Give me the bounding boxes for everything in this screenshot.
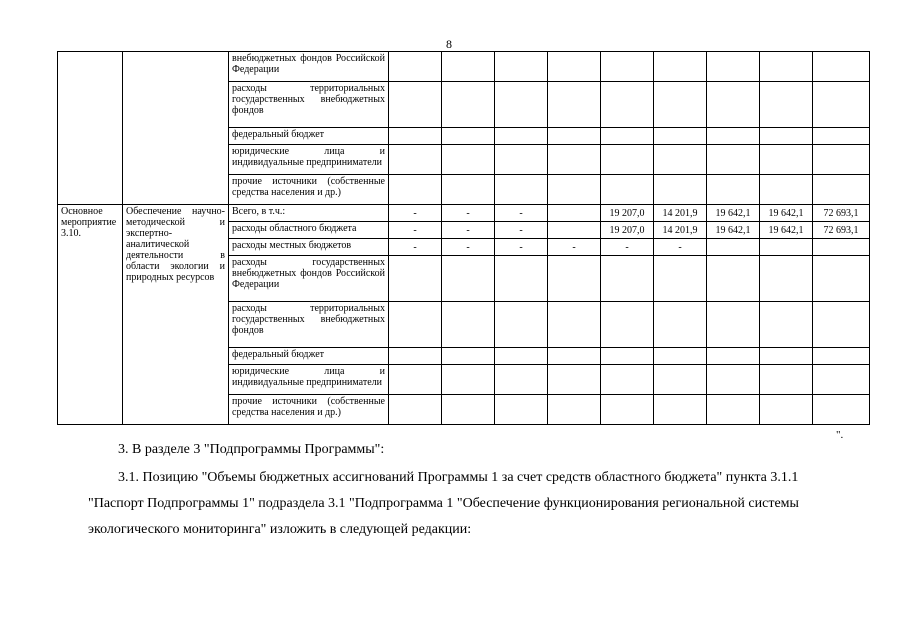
funding-source-cell: расходы местных бюджетов xyxy=(229,239,389,256)
value-cell: - xyxy=(654,239,707,256)
value-cell xyxy=(442,175,495,205)
value-cell xyxy=(442,302,495,348)
value-cell xyxy=(654,52,707,82)
value-cell xyxy=(495,128,548,145)
value-cell xyxy=(601,256,654,302)
page-number: 8 xyxy=(446,37,452,51)
paragraph-3-1-line-3: экологического мониторинга" изложить в следующей редакции: xyxy=(88,522,472,537)
value-cell xyxy=(442,395,495,425)
value-cell xyxy=(813,395,870,425)
value-cell: - xyxy=(601,239,654,256)
value-cell xyxy=(707,145,760,175)
value-cell xyxy=(813,128,870,145)
value-cell xyxy=(548,256,601,302)
prev-event-label-cell xyxy=(58,52,123,205)
value-cell xyxy=(707,395,760,425)
value-cell xyxy=(548,145,601,175)
value-cell xyxy=(495,256,548,302)
value-cell xyxy=(442,256,495,302)
value-cell: - xyxy=(442,222,495,239)
value-cell xyxy=(495,145,548,175)
funding-source-cell: расходы территориальных государственных внебюджетных фондов xyxy=(229,302,389,348)
paragraph-3-1-line-2: "Паспорт Подпрограммы 1" подраздела 3.1 "Подпрограмма 1 "Обеспечение функционирования региональной системы xyxy=(88,496,799,511)
value-cell xyxy=(707,365,760,395)
value-cell xyxy=(654,256,707,302)
value-cell xyxy=(548,52,601,82)
value-cell xyxy=(601,348,654,365)
value-cell xyxy=(760,175,813,205)
value-cell: 19 642,1 xyxy=(760,222,813,239)
table-row xyxy=(58,205,870,222)
value-cell xyxy=(813,145,870,175)
funding-source-cell: Всего, в т.ч.: xyxy=(229,205,389,222)
value-cell xyxy=(760,145,813,175)
value-cell xyxy=(707,256,760,302)
value-cell xyxy=(442,82,495,128)
value-cell: 19 642,1 xyxy=(707,205,760,222)
value-cell: - xyxy=(495,239,548,256)
value-cell xyxy=(389,145,442,175)
funding-source-cell: прочие источники (собственные средства населения и др.) xyxy=(229,175,389,205)
funding-source-cell: расходы территориальных государственных внебюджетных фондов xyxy=(229,82,389,128)
paragraph-3-1-line-1: 3.1. Позицию "Объемы бюджетных ассигнований Программы 1 за счет средств областного бюджета" пункта 3.1.1 xyxy=(118,470,799,485)
value-cell xyxy=(813,256,870,302)
value-cell xyxy=(654,82,707,128)
value-cell: - xyxy=(389,205,442,222)
value-cell xyxy=(548,205,601,222)
value-cell xyxy=(495,175,548,205)
budget-table xyxy=(57,51,870,425)
value-cell xyxy=(813,52,870,82)
value-cell xyxy=(442,145,495,175)
funding-source-cell: юридические лица и индивидуальные предприниматели xyxy=(229,145,389,175)
value-cell xyxy=(760,256,813,302)
value-cell xyxy=(760,302,813,348)
value-cell xyxy=(813,365,870,395)
value-cell xyxy=(707,175,760,205)
funding-source-cell: расходы областного бюджета xyxy=(229,222,389,239)
value-cell xyxy=(495,82,548,128)
funding-source-cell: федеральный бюджет xyxy=(229,348,389,365)
value-cell: - xyxy=(442,239,495,256)
value-cell xyxy=(389,256,442,302)
value-cell: - xyxy=(495,222,548,239)
value-cell xyxy=(495,52,548,82)
event-label-cell: Основное мероприятие 3.10. xyxy=(58,205,123,425)
value-cell: 19 207,0 xyxy=(601,222,654,239)
value-cell xyxy=(813,175,870,205)
value-cell xyxy=(813,348,870,365)
value-cell xyxy=(813,82,870,128)
value-cell xyxy=(495,365,548,395)
value-cell: 72 693,1 xyxy=(813,222,870,239)
value-cell xyxy=(760,239,813,256)
value-cell xyxy=(548,395,601,425)
value-cell xyxy=(707,348,760,365)
value-cell xyxy=(654,348,707,365)
value-cell xyxy=(707,302,760,348)
value-cell xyxy=(654,175,707,205)
value-cell xyxy=(601,128,654,145)
value-cell xyxy=(654,145,707,175)
value-cell xyxy=(389,365,442,395)
paragraph-3-1 xyxy=(88,465,850,543)
value-cell xyxy=(389,52,442,82)
value-cell xyxy=(548,128,601,145)
value-cell xyxy=(601,302,654,348)
value-cell xyxy=(760,348,813,365)
value-cell xyxy=(707,239,760,256)
value-cell xyxy=(813,239,870,256)
value-cell xyxy=(654,128,707,145)
value-cell: - xyxy=(548,239,601,256)
prev-event-name-cell xyxy=(123,52,229,205)
value-cell xyxy=(495,302,548,348)
funding-source-cell: юридические лица и индивидуальные предприниматели xyxy=(229,365,389,395)
value-cell xyxy=(495,395,548,425)
value-cell xyxy=(601,82,654,128)
funding-source-cell: прочие источники (собственные средства населения и др.) xyxy=(229,395,389,425)
value-cell: - xyxy=(495,205,548,222)
value-cell xyxy=(654,365,707,395)
value-cell: 14 201,9 xyxy=(654,205,707,222)
value-cell xyxy=(548,348,601,365)
value-cell: - xyxy=(389,239,442,256)
value-cell: - xyxy=(389,222,442,239)
value-cell xyxy=(389,348,442,365)
value-cell xyxy=(760,128,813,145)
value-cell: 14 201,9 xyxy=(654,222,707,239)
value-cell: 19 207,0 xyxy=(601,205,654,222)
value-cell xyxy=(601,395,654,425)
value-cell xyxy=(442,128,495,145)
value-cell: - xyxy=(442,205,495,222)
funding-source-cell: внебюджетных фондов Российской Федерации xyxy=(229,52,389,82)
value-cell xyxy=(442,52,495,82)
value-cell xyxy=(707,82,760,128)
funding-source-cell: федеральный бюджет xyxy=(229,128,389,145)
value-cell xyxy=(601,365,654,395)
value-cell xyxy=(601,52,654,82)
value-cell xyxy=(654,395,707,425)
value-cell xyxy=(442,348,495,365)
value-cell: 72 693,1 xyxy=(813,205,870,222)
value-cell xyxy=(707,128,760,145)
value-cell xyxy=(601,175,654,205)
value-cell xyxy=(601,145,654,175)
value-cell: 19 642,1 xyxy=(707,222,760,239)
value-cell xyxy=(760,82,813,128)
value-cell xyxy=(707,52,760,82)
funding-source-cell: расходы государственных внебюджетных фондов Российской Федерации xyxy=(229,256,389,302)
value-cell xyxy=(548,222,601,239)
value-cell: 19 642,1 xyxy=(760,205,813,222)
value-cell xyxy=(548,302,601,348)
value-cell xyxy=(442,365,495,395)
value-cell xyxy=(548,82,601,128)
value-cell xyxy=(389,395,442,425)
event-name-cell: Обеспечение научно-методической и экспертно-аналитической деятельности в области экологии и природных ресурсов xyxy=(123,205,229,425)
value-cell xyxy=(760,52,813,82)
value-cell xyxy=(495,348,548,365)
value-cell xyxy=(813,302,870,348)
value-cell xyxy=(760,395,813,425)
value-cell xyxy=(548,365,601,395)
value-cell xyxy=(548,175,601,205)
value-cell xyxy=(389,175,442,205)
value-cell xyxy=(389,302,442,348)
table-row xyxy=(58,52,870,82)
closing-quote-mark: ". xyxy=(836,429,844,441)
value-cell xyxy=(654,302,707,348)
paragraph-section-3: 3. В разделе 3 "Подпрограммы Программы": xyxy=(118,442,385,457)
value-cell xyxy=(760,365,813,395)
value-cell xyxy=(389,128,442,145)
value-cell xyxy=(389,82,442,128)
